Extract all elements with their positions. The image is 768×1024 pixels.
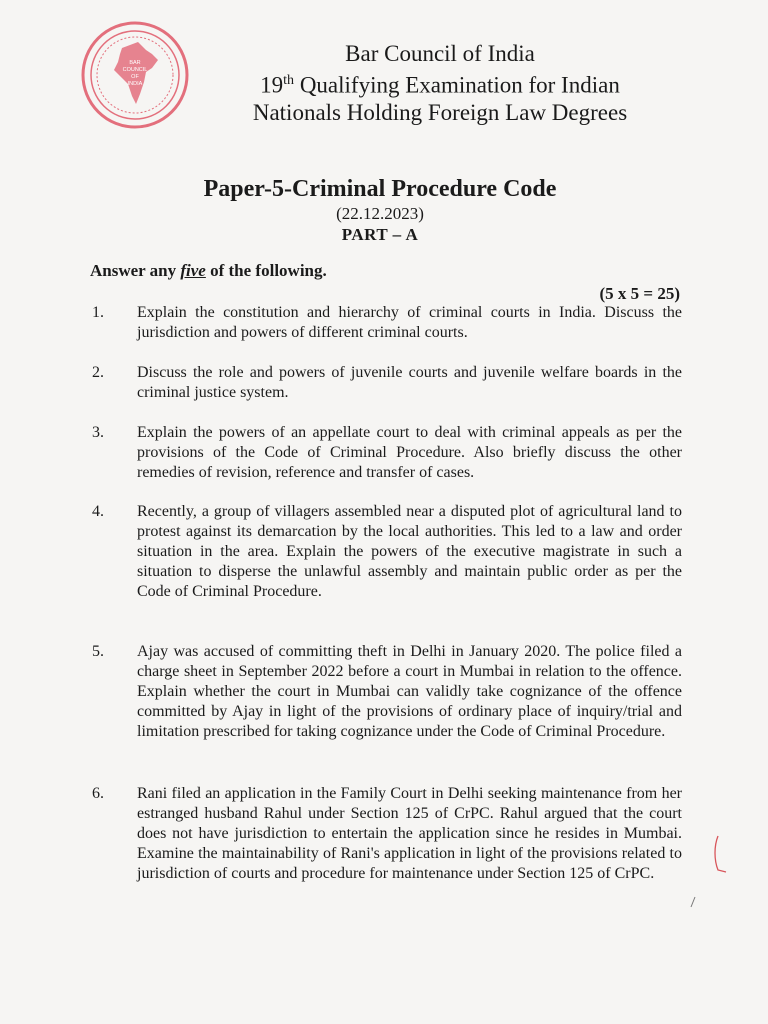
exam-name-line-2: Nationals Holding Foreign Law Degrees bbox=[252, 99, 628, 125]
exam-name-line bbox=[200, 67, 680, 99]
question-text: Recently, a group of villagers assembled near a disputed plot of agricultural land to protest against its demarcation by the local authorities. This led to a law and order situation in the area. Explain the powers of the executive magistrate in such a situation to disperse the unlawful assembly and maintain public order as per the Code of Criminal Procedure. bbox=[137, 503, 682, 600]
stray-mark-icon bbox=[690, 896, 696, 908]
question-2 bbox=[92, 363, 682, 403]
question-text: Ajay was accused of committing theft in Delhi in January 2020. The police filed a charge sheet in September 2022 before a court in Mumbai in relation to the offence. Explain whether the court in Mumbai can validly take cognizance of the offence committed by Ajay in light of the provisions of ordinary place of inquiry/trial and limitation prescribed for taking cognizance under the Code of Criminal Procedure. bbox=[137, 643, 682, 740]
svg-text:INDIA: INDIA bbox=[127, 81, 143, 87]
exam-number-suffix: th bbox=[283, 73, 295, 88]
question-number: 4. bbox=[92, 503, 104, 520]
pencil-mark-icon bbox=[712, 832, 728, 876]
bar-council-seal-icon bbox=[80, 20, 190, 130]
question-number: 3. bbox=[92, 424, 104, 441]
paper-title: Paper-5-Criminal Procedure Code bbox=[203, 176, 557, 202]
question-4 bbox=[92, 502, 682, 602]
org-name: Bar Council of India bbox=[345, 41, 535, 66]
part-label: PART – A bbox=[341, 225, 419, 244]
exam-name-rest: Qualifying Examination for Indian bbox=[294, 72, 620, 98]
question-text: Rani filed an application in the Family Court in Delhi seeking maintenance from her estranged husband Rahul under Section 125 of CrPC. Rahul argued that the court does not have jurisdiction to entertain the application since he resides in Mumbai. Examine the maintainability of Rani's application in light of the provisions related to jurisdiction of courts and procedure for maintenance under Section 125 of CrPC. bbox=[137, 785, 682, 882]
question-number: 1. bbox=[92, 304, 104, 321]
instruction-after: of the following. bbox=[205, 261, 327, 280]
marks-allocation: (5 x 5 = 25) bbox=[599, 284, 680, 303]
question-number: 2. bbox=[92, 364, 104, 381]
svg-text:OF: OF bbox=[131, 74, 139, 80]
instruction bbox=[90, 261, 327, 281]
question-number: 5. bbox=[92, 643, 104, 660]
question-number: 6. bbox=[92, 785, 104, 802]
svg-text:COUNCIL: COUNCIL bbox=[122, 67, 148, 73]
question-6 bbox=[92, 784, 682, 884]
svg-text:BAR: BAR bbox=[129, 60, 141, 66]
exam-number: 19 bbox=[260, 72, 284, 98]
question-text: Explain the constitution and hierarchy of criminal courts in India. Discuss the jurisdiction and powers of different criminal courts. bbox=[137, 304, 682, 341]
instruction-emphasis: five bbox=[180, 261, 206, 280]
instruction-before: Answer any bbox=[90, 261, 181, 280]
paper-date: (22.12.2023) bbox=[336, 204, 424, 223]
question-5 bbox=[92, 642, 682, 742]
question-1 bbox=[92, 303, 682, 343]
question-3 bbox=[92, 423, 682, 483]
organization-header bbox=[200, 40, 680, 126]
question-text: Explain the powers of an appellate court to deal with criminal appeals as per the provisions of the Code of Criminal Procedure. Also briefly discuss the other remedies of revision, reference and transfer of cases. bbox=[137, 424, 682, 481]
question-text: Discuss the role and powers of juvenile courts and juvenile welfare boards in the criminal justice system. bbox=[137, 364, 682, 401]
